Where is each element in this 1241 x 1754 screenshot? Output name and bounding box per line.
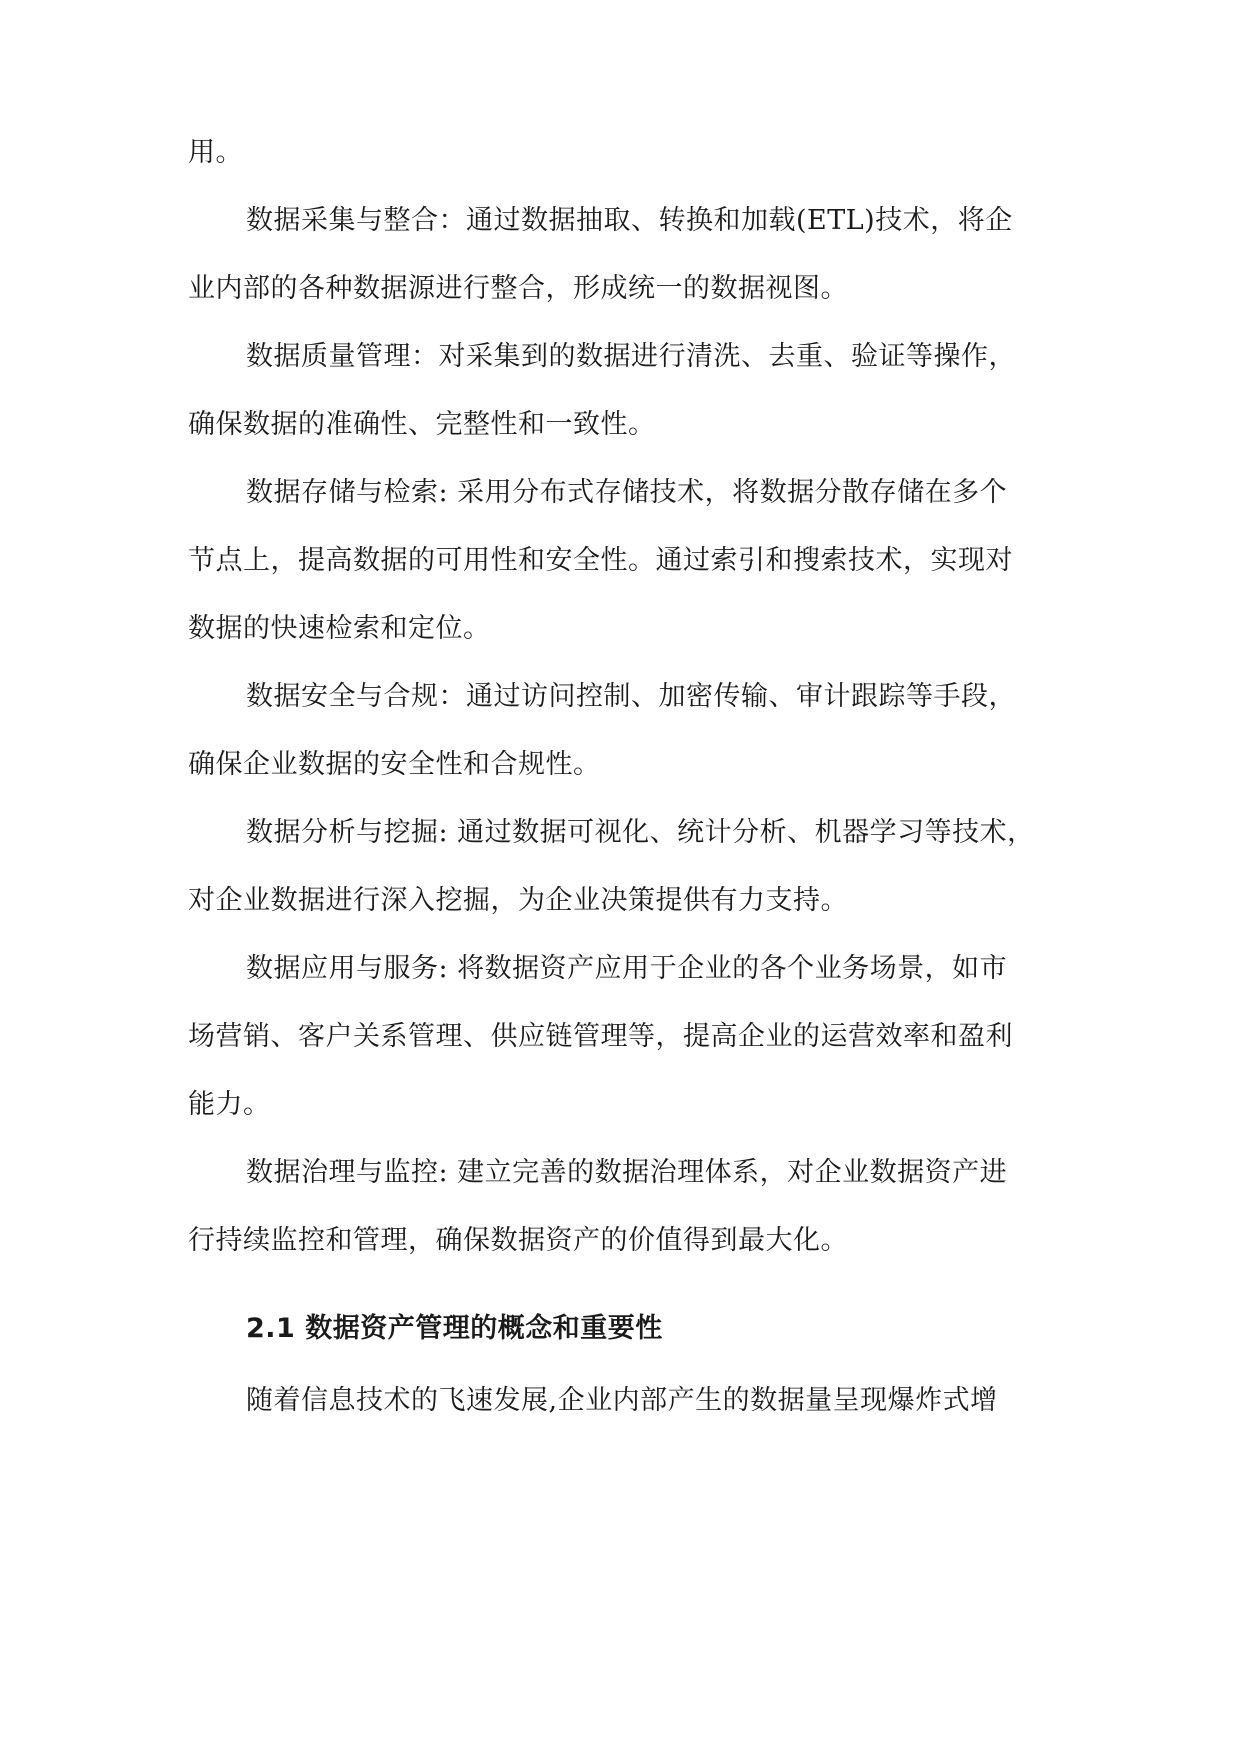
paragraph-data-quality: 数据质量管理：对采集到的数据进行清洗、去重、验证等操作，	[246, 341, 1016, 372]
text-line: 对企业数据进行深入挖掘，为企业决策提供有力支持。	[188, 885, 848, 916]
paragraph-data-storage: 数据存储与检索: 采用分布式存储技术，将数据分散存储在多个	[246, 477, 1008, 508]
paragraph-data-application: 数据应用与服务: 将数据资产应用于企业的各个业务场景，如市	[246, 953, 1008, 984]
text-line: 场营销、客户关系管理、供应链管理等，提高企业的运营效率和盈利	[188, 1021, 1013, 1052]
text-line: 数据的快速检索和定位。	[188, 613, 491, 644]
text-line: 确保企业数据的安全性和合规性。	[188, 749, 601, 780]
text-line: 节点上，提高数据的可用性和安全性。通过索引和搜索技术，实现对	[188, 545, 1013, 576]
text-line: 能力。	[188, 1089, 271, 1120]
text-line: 业内部的各种数据源进行整合，形成统一的数据视图。	[188, 273, 848, 304]
paragraph-intro: 随着信息技术的飞速发展,企业内部产生的数据量呈现爆炸式增	[246, 1385, 998, 1416]
text-line: 确保数据的准确性、完整性和一致性。	[188, 409, 656, 440]
paragraph-data-security: 数据安全与合规：通过访问控制、加密传输、审计跟踪等手段，	[246, 681, 1016, 712]
paragraph-data-analysis: 数据分析与挖掘: 通过数据可视化、统计分析、机器学习等技术，	[246, 817, 1035, 848]
section-heading: 2.1 数据资产管理的概念和重要性	[246, 1313, 663, 1344]
paragraph-data-collection: 数据采集与整合：通过数据抽取、转换和加载(ETL)技术，将企	[246, 205, 1013, 236]
text-line: 行持续监控和管理，确保数据资产的价值得到最大化。	[188, 1225, 848, 1256]
text-line: 用。	[188, 137, 243, 168]
paragraph-data-governance: 数据治理与监控: 建立完善的数据治理体系，对企业数据资产进	[246, 1157, 1008, 1188]
